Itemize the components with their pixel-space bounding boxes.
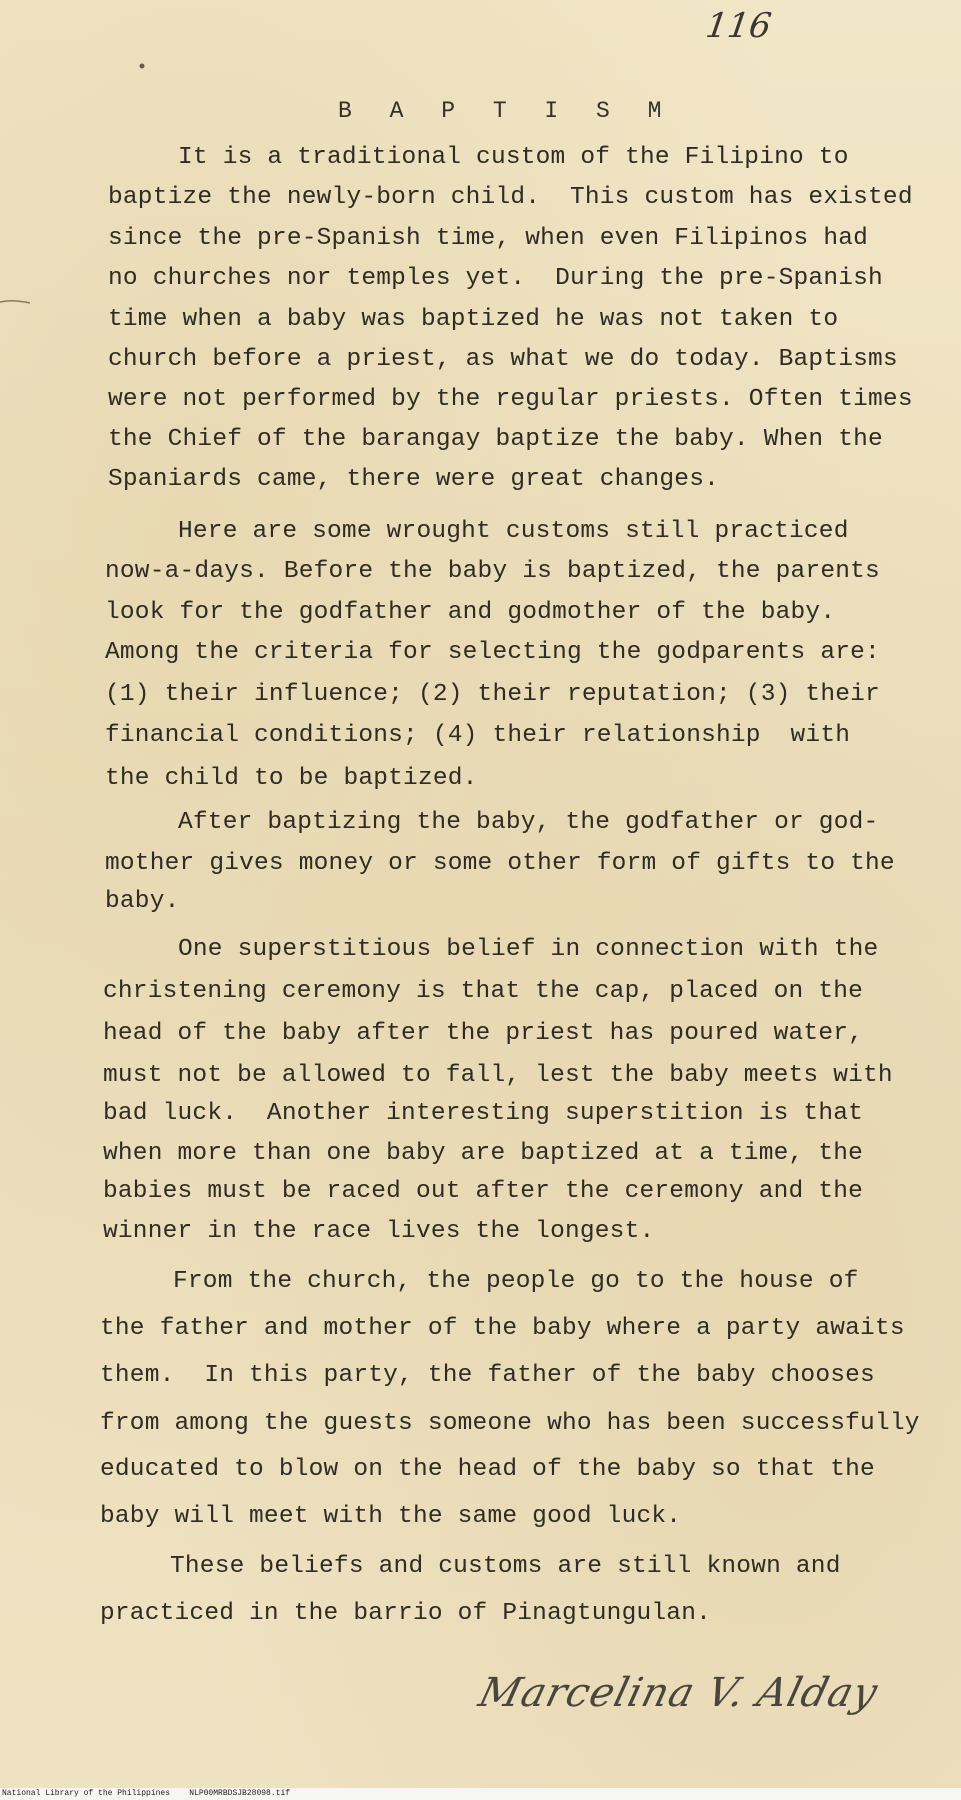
body-line: Spaniards came, there were great changes. [108, 466, 719, 493]
body-line: the father and mother of the baby where a party awaits [100, 1315, 905, 1342]
archive-footer: National Library of the Philippines NLP00MRBDSJB28098.tif [0, 1788, 961, 1800]
body-line: Among the criteria for selecting the godparents are: [105, 639, 880, 666]
body-line: From the church, the people go to the house of [173, 1268, 859, 1295]
body-line: were not performed by the regular priests. Often times [108, 386, 913, 413]
body-line: since the pre-Spanish time, when even Filipinos had [108, 225, 869, 252]
body-line: look for the godfather and godmother of the baby. [105, 599, 836, 626]
body-line: the Chief of the barangay baptize the baby. When the [108, 426, 883, 453]
body-line: One superstitious belief in connection with the [178, 936, 879, 963]
body-line: from among the guests someone who has been successfully [100, 1410, 920, 1437]
body-line: the child to be baptized. [105, 765, 478, 792]
thumbtack-mark-icon [138, 62, 146, 70]
body-line: After baptizing the baby, the godfather or god- [178, 809, 879, 836]
body-line: Here are some wrought customs still practiced [178, 518, 849, 545]
edge-stain-icon [0, 296, 34, 308]
body-line: (1) their influence; (2) their reputation; (3) their [105, 681, 880, 708]
body-line: baptize the newly-born child. This custom has existed [108, 184, 913, 211]
body-line: church before a priest, as what we do today. Baptisms [108, 346, 898, 373]
handwritten-signature [474, 1662, 883, 1742]
body-line: when more than one baby are baptized at a time, the [103, 1140, 864, 1167]
page-number: 116 [703, 6, 774, 46]
body-line: them. In this party, the father of the baby chooses [100, 1362, 875, 1389]
body-line: now-a-days. Before the baby is baptized, the parents [105, 558, 880, 585]
body-line: These beliefs and customs are still known and [170, 1553, 841, 1580]
body-line: must not be allowed to fall, lest the baby meets with [103, 1062, 893, 1089]
body-line: no churches nor temples yet. During the pre-Spanish [108, 265, 883, 292]
body-line: educated to blow on the head of the baby so that the [100, 1456, 875, 1483]
body-line: It is a traditional custom of the Filipino to [178, 144, 849, 171]
body-line: christening ceremony is that the cap, placed on the [103, 978, 864, 1005]
body-line: bad luck. Another interesting superstition is that [103, 1100, 864, 1127]
signature-text: Marcelina V. Alday [474, 1670, 883, 1716]
body-line: time when a baby was baptized he was not taken to [108, 306, 839, 333]
body-line: winner in the race lives the longest. [103, 1218, 655, 1245]
body-line: babies must be raced out after the ceremony and the [103, 1178, 864, 1205]
document-title: B A P T I S M [338, 98, 674, 124]
body-line: financial conditions; (4) their relationship with [105, 722, 851, 749]
body-line: head of the baby after the priest has poured water, [103, 1020, 864, 1047]
body-line: baby will meet with the same good luck. [100, 1503, 682, 1530]
body-line: baby. [105, 888, 180, 915]
body-line: practiced in the barrio of Pinagtungulan. [100, 1600, 711, 1627]
body-line: mother gives money or some other form of gifts to the [105, 850, 895, 877]
